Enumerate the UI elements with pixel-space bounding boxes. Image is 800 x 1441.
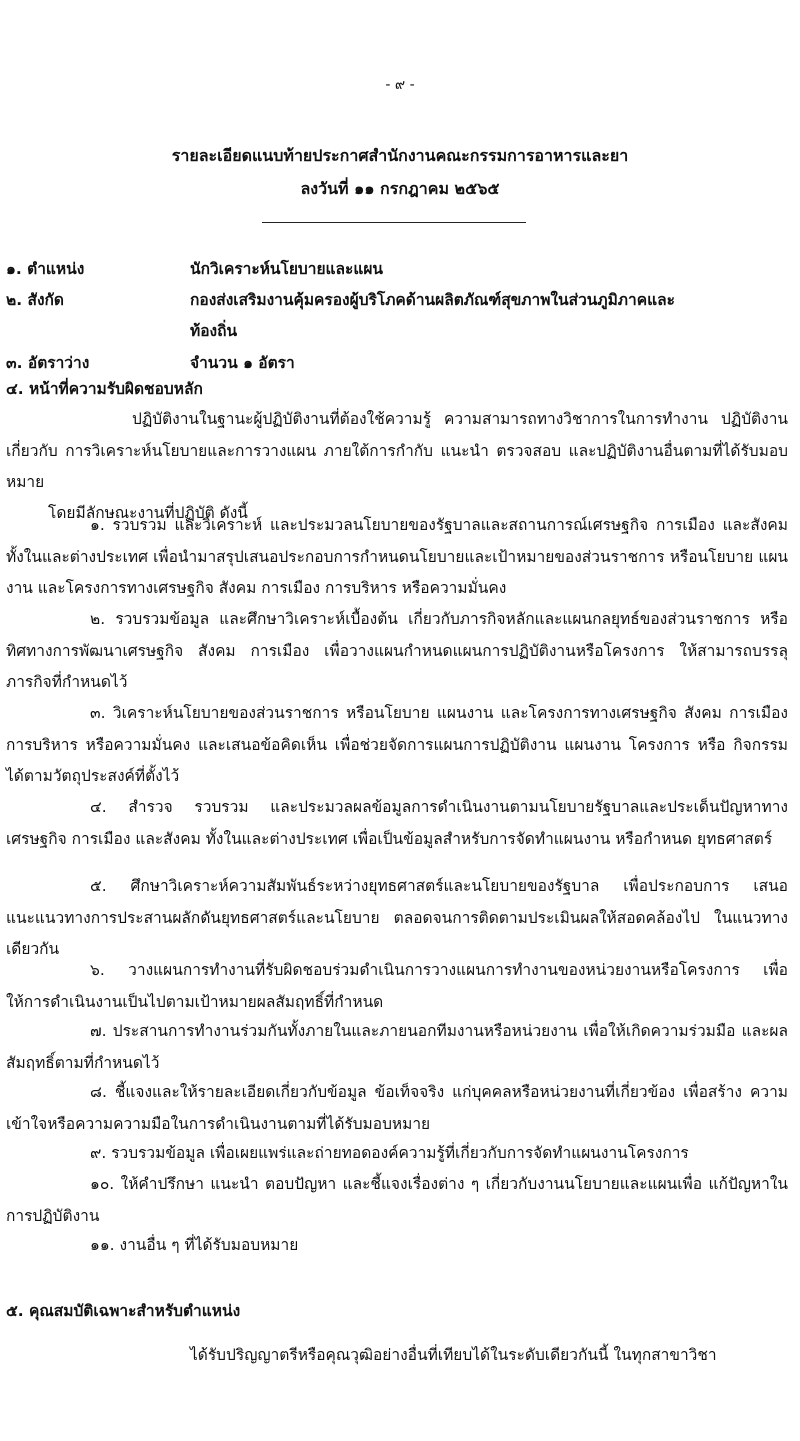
duty-item-1: ๑. รวบรวม และวิเคราะห์ และประมวลนโยบายของรัฐบาลและสถานการณ์เศรษฐกิจ การเมือง และสังคมทั้งในและต่างประเทศ เพื่อนำมาสรุปเสนอประกอบการกำหนดนโยบายและเป้าหมายของส่วนราชการ หรือนโยบาย แผนงาน และโครงการทางเศรษฐกิจ สังคม การเมือง การบริหาร หรือความมั่นคง: [6, 516, 788, 597]
duty-item-6: ๖. วางแผนการทำงานที่รับผิดชอบร่วมดำเนินการวางแผนการทำงานของหน่วยงานหรือโครงการ เพื่อให้การดำเนินงานเป็นไปตามเป้าหมายผลสัมฤทธิ์ที่กำหนด: [6, 961, 788, 1011]
duty-item-7: ๗. ประสานการทำงานร่วมกันทั้งภายในและภายนอกทีมงานหรือหน่วยงาน เพื่อให้เกิดความร่วมมือ และผลสัมฤทธิ์ตามที่กำหนดไว้: [6, 1022, 788, 1072]
section5-heading: ๕. คุณสมบัติเฉพาะสำหรับตำแหน่ง: [6, 1302, 241, 1320]
vacancy-value: จำนวน ๑ อัตรา: [190, 354, 295, 372]
section4-heading: ๔. หน้าที่ความรับผิดชอบหลัก: [6, 380, 203, 398]
title-divider: [262, 222, 526, 223]
page-number: - ๙ -: [385, 77, 415, 93]
section5-text: ได้รับปริญญาตรีหรือคุณวุฒิอย่างอื่นที่เทียบได้ในระดับเดียวกันนี้ ในทุกสาขาวิชา: [190, 1346, 717, 1364]
duty-item-3: ๓. วิเคราะห์นโยบายของส่วนราชการ หรือนโยบาย แผนงาน และโครงการทางเศรษฐกิจ สังคม การเมือง การบริหาร หรือความมั่นคง และเสนอข้อคิดเห็น เพื่อช่วยจัดการแผนการปฏิบัติงาน แผนงาน โครงการ หรือ กิจกรรม ได้ตามวัตถุประสงค์ที่ตั้งไว้: [6, 704, 788, 785]
vacancy-label: ๓. อัตราว่าง: [6, 354, 90, 372]
duty-item-5: ๕. ศึกษาวิเคราะห์ความสัมพันธ์ระหว่างยุทธศาสตร์และนโยบายของรัฐบาล เพื่อประกอบการ เสนอแนะแนวทางการประสานผลักดันยุทธศาสตร์และนโยบาย ตลอดจนการติดตามประเมินผลให้สอดคล้องไป ในแนวทางเดียวกัน: [6, 877, 788, 958]
affiliation-label: ๒. สังกัด: [6, 291, 64, 309]
duty-item-10: ๑๐. ให้คำปรึกษา แนะนำ ตอบปัญหา และชี้แจงเรื่องต่าง ๆ เกี่ยวกับงานนโยบายและแผนเพื่อ แก้ปัญหาในการปฏิบัติงาน: [6, 1175, 788, 1225]
section4-intro: ปฏิบัติงานในฐานะผู้ปฏิบัติงานที่ต้องใช้ความรู้ ความสามารถทางวิชาการในการทำงาน ปฏิบัติงานเกี่ยวกับ การวิเคราะห์นโยบายและการวางแผน ภายใต้การกำกับ แนะนำ ตรวจสอบ และปฏิบัติงานอื่นตามที่ได้รับมอบหมาย: [6, 410, 788, 491]
section4-lead: โดยมีลักษณะงานที่ปฏิบัติ ดังนี้: [48, 504, 248, 522]
affiliation-value-line1: กองส่งเสริมงานคุ้มครองผู้บริโภคด้านผลิตภัณฑ์สุขภาพในส่วนภูมิภาคและ: [190, 291, 675, 309]
document-title: รายละเอียดแนบท้ายประกาศสำนักงานคณะกรรมการอาหารและยา: [171, 146, 629, 165]
affiliation-value-line2: ท้องถิ่น: [190, 322, 238, 340]
duty-item-11: ๑๑. งานอื่น ๆ ที่ได้รับมอบหมาย: [90, 1236, 299, 1254]
duty-item-4: ๔. สำรวจ รวบรวม และประมวลผลข้อมูลการดำเนินงานตามนโยบายรัฐบาลและประเด็นปัญหาทาง เศรษฐกิจ การเมือง และสังคม ทั้งในและต่างประเทศ เพื่อเป็นข้อมูลสำหรับการจัดทำแผนงาน หรือกำหนด ยุทธศาสตร์: [6, 798, 788, 848]
duty-item-8: ๘. ชี้แจงและให้รายละเอียดเกี่ยวกับข้อมูล ข้อเท็จจริง แก่บุคคลหรือหน่วยงานที่เกี่ยวข้อง เพื่อสร้าง ความเข้าใจหรือความความมือในการดำเนินงานตามที่ได้รับมอบหมาย: [6, 1083, 788, 1133]
document-date: ลงวันที่ ๑๑ กรกฎาคม ๒๕๖๕: [300, 179, 500, 198]
position-value: นักวิเคราะห์นโยบายและแผน: [190, 260, 384, 278]
duty-item-2: ๒. รวบรวมข้อมูล และศึกษาวิเคราะห์เบื้องต้น เกี่ยวกับภารกิจหลักและแผนกลยุทธ์ของส่วนราชการ หรือทิศทางการพัฒนาเศรษฐกิจ สังคม การเมือง เพื่อวางแผนกำหนดแผนการปฏิบัติงานหรือโครงการ ให้สามารถบรรลุภารกิจที่กำหนดไว้: [6, 610, 788, 691]
duty-item-9: ๙. รวบรวมข้อมูล เพื่อเผยแพร่และถ่ายทอดองค์ความรู้ที่เกี่ยวกับการจัดทำแผนงานโครงการ: [90, 1144, 689, 1162]
position-label: ๑. ตำแหน่ง: [6, 260, 85, 278]
